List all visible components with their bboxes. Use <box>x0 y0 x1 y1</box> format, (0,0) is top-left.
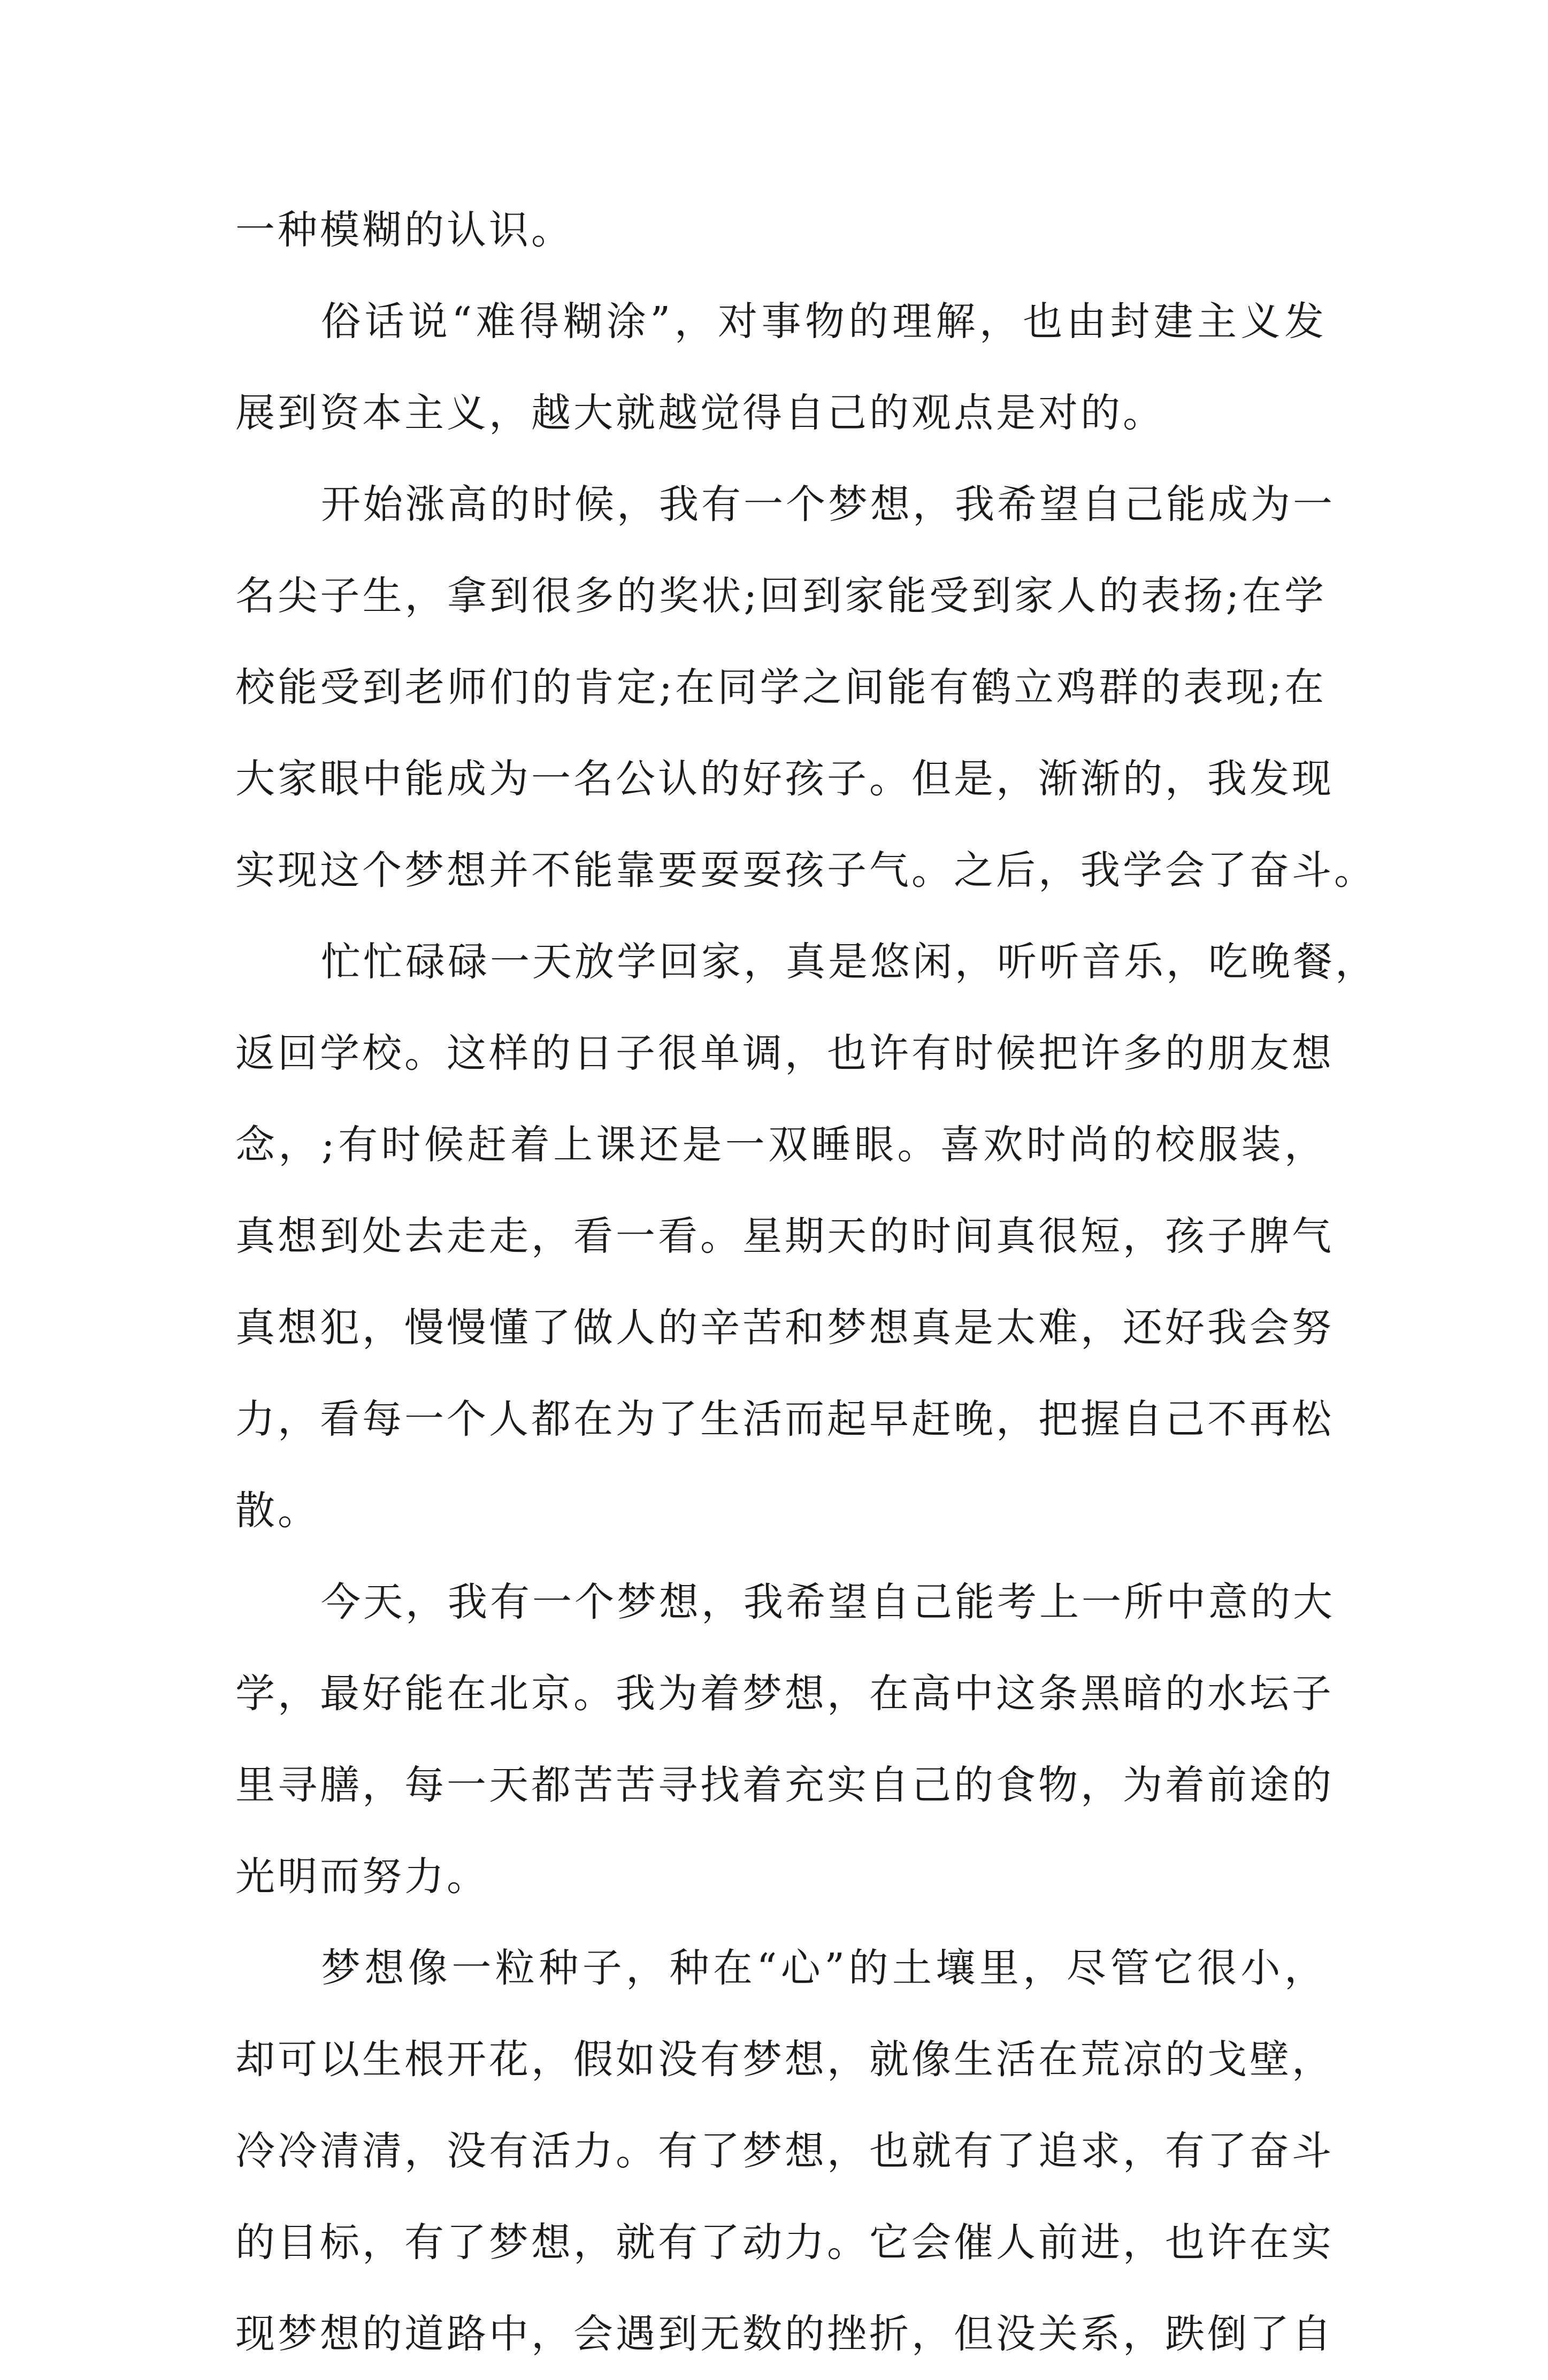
text-line: 里寻膳，每一天都苦苦寻找着充实自己的食物，为着前途的 <box>235 1762 1334 1808</box>
text-line: 却可以生根开花，假如没有梦想，就像生活在荒凉的戈壁， <box>235 2037 1334 2083</box>
text-line: 冷冷清清，没有活力。有了梦想，也就有了追求，有了奋斗 <box>235 2128 1334 2174</box>
text-line: 梦想像一粒种子，种在“心”的土壤里，尽管它很小， <box>321 1945 1327 1991</box>
text-line: 忙忙碌碌一天放学回家，真是悠闲，听听音乐，吃晚餐， <box>321 939 1377 985</box>
text-line: 学，最好能在北京。我为着梦想，在高中这条黑暗的水坛子 <box>235 1671 1334 1717</box>
text-line: 实现这个梦想并不能靠要耍耍孩子气。之后，我学会了奋斗。 <box>235 847 1376 893</box>
text-line: 现梦想的道路中，会遇到无数的挫折，但没关系，跌倒了自 <box>235 2311 1334 2357</box>
text-line: 散。 <box>235 1488 320 1534</box>
text-line: 的目标，有了梦想，就有了动力。它会催人前进，也许在实 <box>235 2220 1334 2266</box>
text-line: 念，;有时候赶着上课还是一双睡眼。喜欢时尚的校服装， <box>235 1122 1327 1168</box>
text-line: 今天，我有一个梦想，我希望自己能考上一所中意的大 <box>321 1579 1335 1625</box>
text-line: 真想犯，慢慢懂了做人的辛苦和梦想真是太难，还好我会努 <box>235 1305 1334 1351</box>
text-line: 展到资本主义，越大就越觉得自己的观点是对的。 <box>235 390 1165 436</box>
text-line: 大家眼中能成为一名公认的好孩子。但是，渐渐的，我发现 <box>235 756 1334 802</box>
text-line: 校能受到老师们的肯定;在同学之间能有鹤立鸡群的表现;在 <box>235 664 1327 710</box>
text-line: 真想到处去走走，看一看。星期天的时间真很短，孩子脾气 <box>235 1213 1334 1259</box>
text-line: 名尖子生，拿到很多的奖状;回到家能受到家人的表扬;在学 <box>235 573 1327 619</box>
text-line: 光明而努力。 <box>235 1854 489 1900</box>
text-line: 力，看每一个人都在为了生活而起早赶晚，把握自己不再松 <box>235 1396 1334 1442</box>
text-line: 俗话说“难得糊涂”，对事物的理解，也由封建主义发 <box>321 299 1327 345</box>
text-line: 一种模糊的认识。 <box>235 207 573 253</box>
text-line: 开始涨高的时候，我有一个梦想，我希望自己能成为一 <box>321 481 1335 527</box>
text-line: 返回学校。这样的日子很单调，也许有时候把许多的朋友想 <box>235 1030 1334 1076</box>
essay-body <box>235 185 1377 2380</box>
